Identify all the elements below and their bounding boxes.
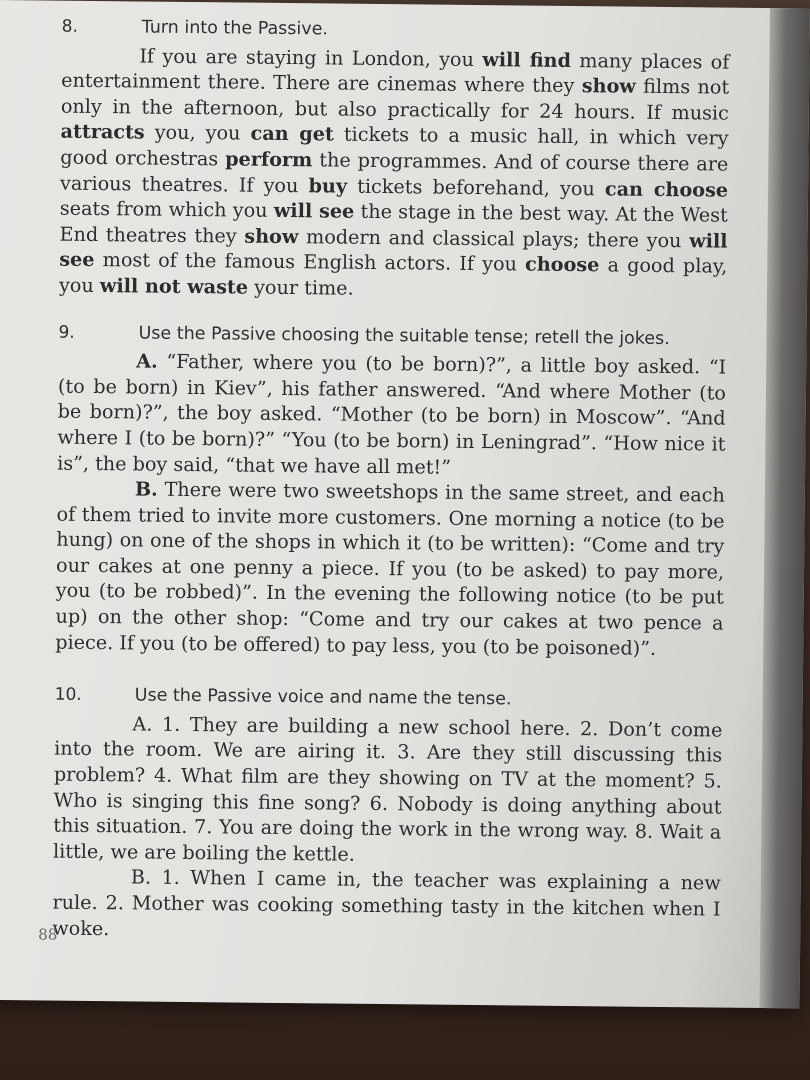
bold-verb: buy (308, 173, 348, 198)
text-run: seats from which you (59, 196, 274, 223)
page-number: 88 (38, 925, 58, 944)
text-run: tickets beforehand, you (346, 174, 606, 200)
bold-verb: will find (482, 47, 572, 72)
text-run: films not only in the afternoon, but also practically for 24 hours. If music (60, 74, 730, 125)
bold-verb: show (581, 74, 636, 98)
text-run: modern and classical plays; there you (298, 224, 690, 252)
text-run: you, you (144, 120, 251, 146)
text-run: the stage in the best way. At the West End theatres they (59, 199, 728, 248)
exercise-10 (52, 683, 723, 948)
part-b-text: 1. When I came in, the teacher was explaining a new rule. 2. Mother was cooking something tasty in the kitchen when I woke. (52, 866, 721, 940)
part-a-text: 1. They are building a new school here. 2. Don’t come into the room. We are airing it. 3. Are they still discussing this problem? 4. What film are they showing on TV at the moment? 5. Who is singing this fine song? 6. Nobody is doing anything about this situation. 7. You are doing the work in the wrong way. 8. Wait a little, we are boiling the kettle. (52, 712, 723, 866)
part-label: A. (136, 349, 158, 373)
text-run: the programmes. And of course there are various theatres. If you (59, 148, 729, 197)
bold-verb: will see (59, 228, 728, 272)
part-a (53, 710, 723, 871)
bold-verb: can get (250, 122, 334, 146)
joke-b-text: There were two sweetshops in the same street, and each of them tried to invite more customers. One morning a notice (to be hung) on one of the shops in which it (to be written): “Come and try our cakes at one penny a piece. If you (to be asked) to pay more, you (to be robbed)”. In the evening the following notice (to be put up) on the other shop: “Come and try our cakes at two pence a piece. If you (to be offered) to pay less, you (to be poisoned)”. (55, 477, 725, 660)
exercise-number: 9. (58, 322, 75, 343)
bold-verb: will see (273, 199, 355, 223)
exercise-number: 10. (54, 684, 82, 706)
exercise-number: 8. (61, 16, 79, 37)
exercise-9 (55, 320, 726, 662)
bold-verb: will not waste (99, 273, 249, 299)
text-run: tickets to a music hall, in which very good orchestras (60, 122, 729, 171)
text-run: many places of entertainment there. There are cinemas where they (61, 48, 730, 98)
text-run: a good play, you (58, 253, 728, 297)
bold-verb: show (244, 224, 299, 248)
part-label: A. (132, 712, 153, 736)
exercise-title: Use the Passive choosing the suitable tense; retell the jokes. (138, 323, 670, 349)
page-content (52, 15, 730, 948)
exercise-8 (59, 15, 730, 306)
exercise-title: Use the Passive voice and name the tense. (134, 685, 512, 710)
bold-verb: can choose (604, 176, 729, 202)
bold-verb: perform (225, 147, 313, 172)
bold-verb: attracts (60, 120, 145, 144)
joke-a (57, 348, 726, 483)
exercise-title: Turn into the Passive. (141, 17, 329, 40)
text-run: most of the famous English actors. If you (94, 248, 526, 276)
joke-b (55, 476, 725, 662)
joke-a-text: “Father, where you (to be born)?”, a little boy asked. “I (to be born) in Kiev”, his father answered. “And where Mother (to be born)?”, the boy asked. “Mother (to be born) in Moscow”. “And where I (to be born)?” “You (to be born) in Leningrad”. “How nice it is”, the boy said, “that we have all met!” (57, 349, 727, 479)
part-label: B. (134, 477, 158, 501)
part-label: B. (130, 865, 152, 890)
exercise-8-text (59, 42, 730, 305)
part-b (52, 864, 721, 948)
bold-verb: choose (524, 252, 600, 277)
text-run: your time. (247, 275, 354, 300)
text-run: If you are staying in London, you (139, 44, 483, 71)
